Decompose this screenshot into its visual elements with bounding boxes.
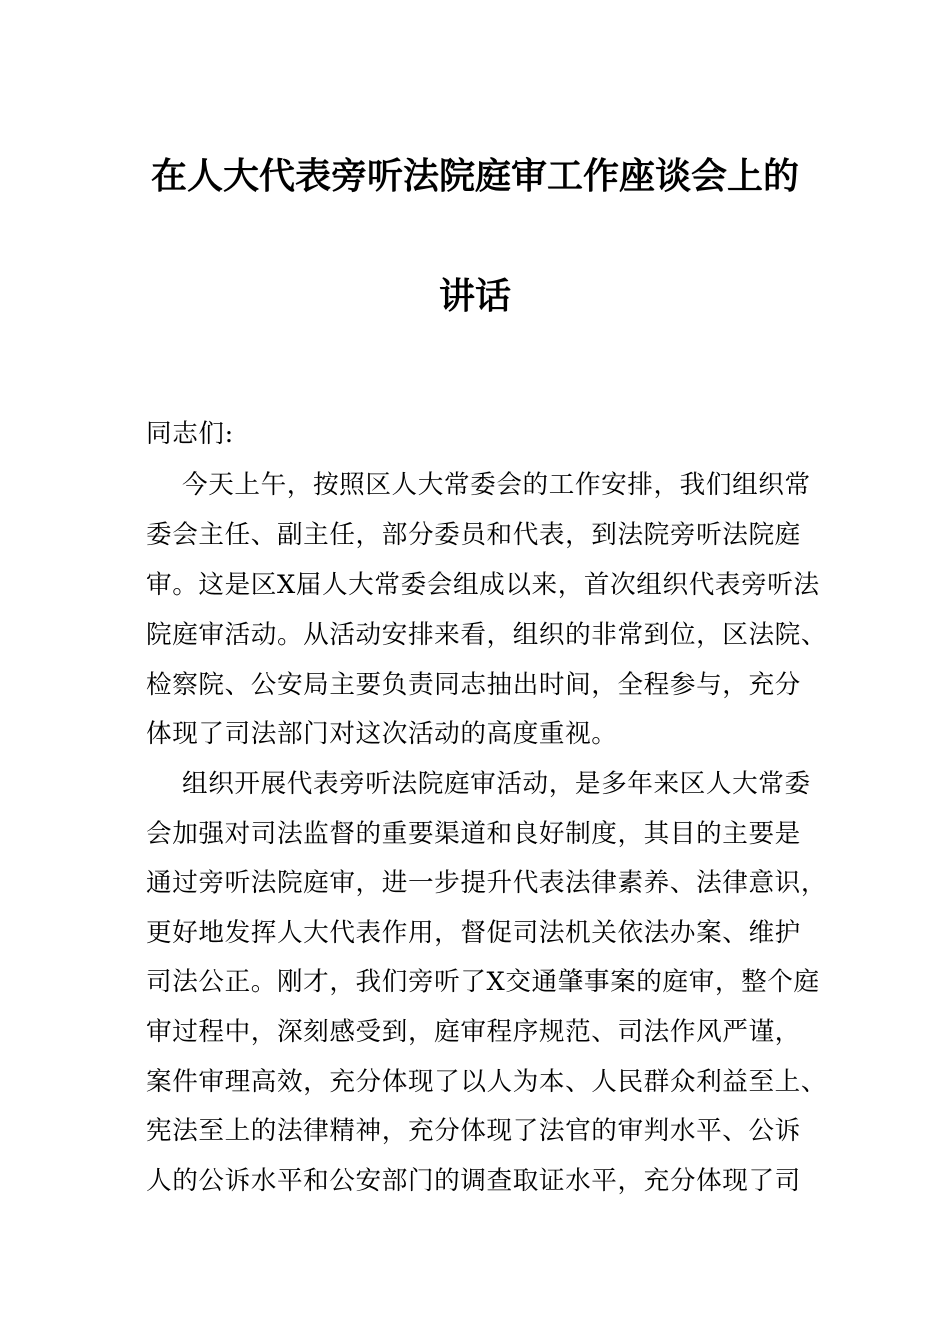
- paragraph-1-line-1: 今天上午，按照区人大常委会的工作安排，我们组织常: [182, 470, 811, 500]
- paragraph-1-line-6: 体现了司法部门对这次活动的高度重视。: [146, 719, 618, 749]
- paragraph-2-line-1: 组织开展代表旁听法院庭审活动，是多年来区人大常委: [182, 769, 811, 799]
- paragraph-2-line-4: 更好地发挥人大代表作用，督促司法机关依法办案、维护: [146, 918, 801, 948]
- paragraph-2-line-5: 司法公正。刚才，我们旁听了X交通肇事案的庭审，整个庭: [146, 967, 820, 997]
- paragraph-2-line-3: 通过旁听法院庭审，进一步提升代表法律素养、法律意识，: [146, 868, 828, 898]
- document-title-line-2: 讲话: [438, 275, 511, 317]
- paragraph-1-line-4: 院庭审活动。从活动安排来看，组织的非常到位，区法院、: [146, 620, 828, 650]
- paragraph-2-line-7: 案件审理高效，充分体现了以人为本、人民群众利益至上、: [146, 1067, 828, 1097]
- paragraph-1-line-2: 委会主任、副主任，部分委员和代表，到法院旁听法院庭: [146, 520, 801, 550]
- paragraph-2-line-2: 会加强对司法监督的重要渠道和良好制度，其目的主要是: [146, 819, 801, 849]
- paragraph-2-line-6: 审过程中，深刻感受到，庭审程序规范、司法作风严谨，: [146, 1017, 801, 1047]
- document-title-line-1: 在人大代表旁听法院庭审工作座谈会上的: [150, 155, 799, 197]
- paragraph-2-line-8: 宪法至上的法律精神，充分体现了法官的审判水平、公诉: [146, 1116, 801, 1146]
- paragraph-2-line-9: 人的公诉水平和公安部门的调查取证水平，充分体现了司: [146, 1166, 801, 1196]
- paragraph-1-line-5: 检察院、公安局主要负责同志抽出时间，全程参与，充分: [146, 670, 801, 700]
- paragraph-1-line-3: 审。这是区X届人大常委会组成以来，首次组织代表旁听法: [146, 570, 820, 600]
- salutation: 同志们:: [146, 419, 234, 449]
